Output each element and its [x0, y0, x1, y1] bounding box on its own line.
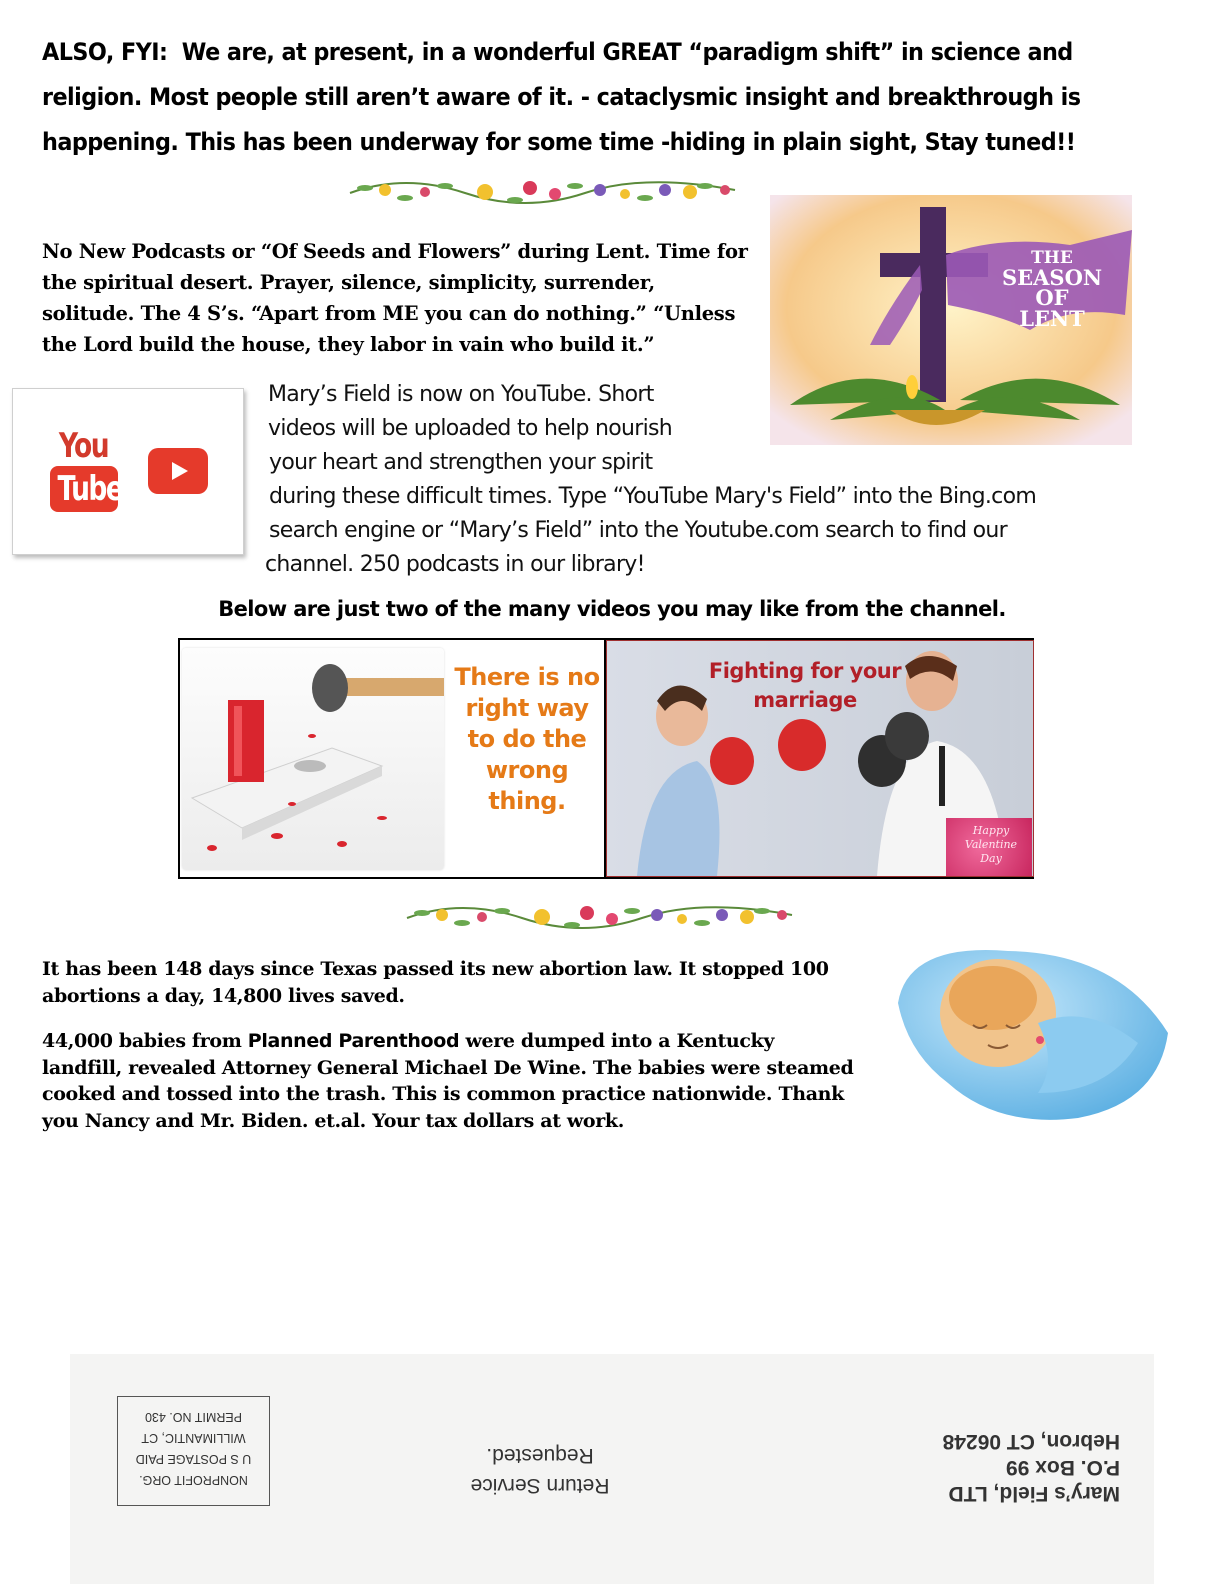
- youtube-line: during these difficult times. Type “YouTube Mary's Field” into the Bing.com: [269, 484, 1037, 509]
- return-service-line: Requested.: [486, 1444, 594, 1467]
- permit-line: NONPROFIT ORG.: [139, 1473, 248, 1487]
- season-of-lent-image: [770, 195, 1132, 445]
- postage-permit-text: [117, 1406, 270, 1490]
- video-1-title-line: There is no: [454, 663, 600, 691]
- video-2-title-line: marriage: [753, 688, 857, 712]
- lent-paragraph: [42, 236, 762, 360]
- kentucky-line: you Nancy and Mr. Biden. et.al. Your tax dollars at work.: [42, 1109, 624, 1132]
- youtube-line: channel. 250 podcasts in our library!: [265, 552, 645, 577]
- return-address: [880, 1428, 1120, 1506]
- youtube-line: Mary’s Field is now on YouTube. Short: [268, 382, 654, 407]
- video-1-title-line: wrong: [485, 756, 569, 784]
- svg-text:SEASON: SEASON: [1001, 265, 1103, 290]
- kentucky-prefix: 44,000 babies from: [42, 1030, 248, 1052]
- permit-line: WILLIMANTIC, CT: [141, 1431, 246, 1445]
- address-line: Hebron, CT 06248: [942, 1430, 1120, 1453]
- intro-text: We are, at present, in a wonderful GREAT “paradigm shift” in science and religion. Most people still aren’t aware of it. - cataclysmic insight and breakthrough is happening. This has been underway for some time -hiding in plain sight, Stay tuned!!: [42, 38, 1081, 156]
- intro-lead: ALSO, FYI:: [42, 38, 168, 66]
- return-service-text: [430, 1440, 650, 1500]
- floral-garland-icon: [345, 168, 740, 218]
- svg-text:OF: OF: [1035, 285, 1069, 310]
- lent-line: the spiritual desert. Prayer, silence, simplicity, surrender,: [42, 271, 655, 294]
- video-2-title: [690, 657, 920, 715]
- valentine-badge: [946, 818, 1032, 876]
- floral-divider-top: [345, 168, 740, 218]
- address-line: P.O. Box 99: [1005, 1456, 1120, 1479]
- floral-garland-icon: [402, 893, 797, 943]
- video-1-title-line: to do the: [467, 725, 587, 753]
- valentine-line: Happy: [972, 824, 1010, 837]
- valentine-line: Valentine: [964, 838, 1018, 851]
- hammer-card: [182, 648, 444, 870]
- lent-line: the Lord build the house, they labor in vain who build it.”: [42, 333, 655, 356]
- lent-line: solitude. The 4 S’s. “Apart from ME you can do nothing.” “Unless: [42, 302, 736, 325]
- youtube-logo-tube: [50, 466, 123, 512]
- texas-line: abortions a day, 14,800 lives saved.: [42, 984, 405, 1007]
- address-line: Mary’s Field, LTD: [948, 1482, 1120, 1505]
- youtube-line: search engine or “Mary’s Field” into the Youtube.com search to find our: [269, 518, 1007, 543]
- lent-line: No New Podcasts or “Of Seeds and Flowers” during Lent. Time for: [42, 240, 748, 263]
- valentine-badge-text: [956, 824, 1026, 866]
- youtube-logo-you: You: [58, 426, 109, 466]
- permit-line: PERMIT NO. 430: [144, 1410, 243, 1424]
- youtube-logo-box: [12, 388, 244, 555]
- kentucky-first-line: [42, 1028, 882, 1055]
- texas-paragraph: [42, 956, 882, 1009]
- permit-line: U S POSTAGE PAID: [135, 1452, 252, 1466]
- kentucky-paragraph: [42, 1028, 882, 1134]
- valentine-line: Day: [980, 852, 1002, 865]
- return-service-line: Return Service: [470, 1474, 610, 1497]
- planned-parenthood-text: Planned Parenthood: [247, 1030, 460, 1052]
- youtube-logo-tube-text: Tube: [57, 469, 123, 509]
- kentucky-suffix: were dumped into a Kentucky: [459, 1030, 775, 1052]
- floral-divider-bottom: [402, 893, 797, 943]
- youtube-line: videos will be uploaded to help nourish: [268, 416, 673, 441]
- intro-paragraph: [42, 30, 1112, 165]
- svg-text:LENT: LENT: [1019, 306, 1085, 331]
- video-1-title-line: right way: [465, 694, 589, 722]
- texas-line: It has been 148 days since Texas passed its new abortion law. It stopped 100: [42, 958, 829, 980]
- kentucky-line: landfill, revealed Attorney General Michael De Wine. The babies were steamed: [42, 1056, 854, 1079]
- video-2-title-line: Fighting for your: [708, 659, 902, 683]
- videos-heading: Below are just two of the many videos you may like from the channel.: [218, 597, 1006, 621]
- youtube-line: your heart and strengthen your spirit: [269, 450, 653, 475]
- svg-text:THE: THE: [1031, 248, 1073, 268]
- kentucky-line: cooked and tossed into the trash. This is common practice nationwide. Thank: [42, 1083, 844, 1105]
- hammer-icon: [182, 648, 444, 870]
- swaddled-baby-image: [888, 943, 1173, 1133]
- video-1-title-line: thing.: [488, 787, 566, 815]
- youtube-play-icon: [148, 448, 208, 494]
- video-1-title: [450, 662, 604, 817]
